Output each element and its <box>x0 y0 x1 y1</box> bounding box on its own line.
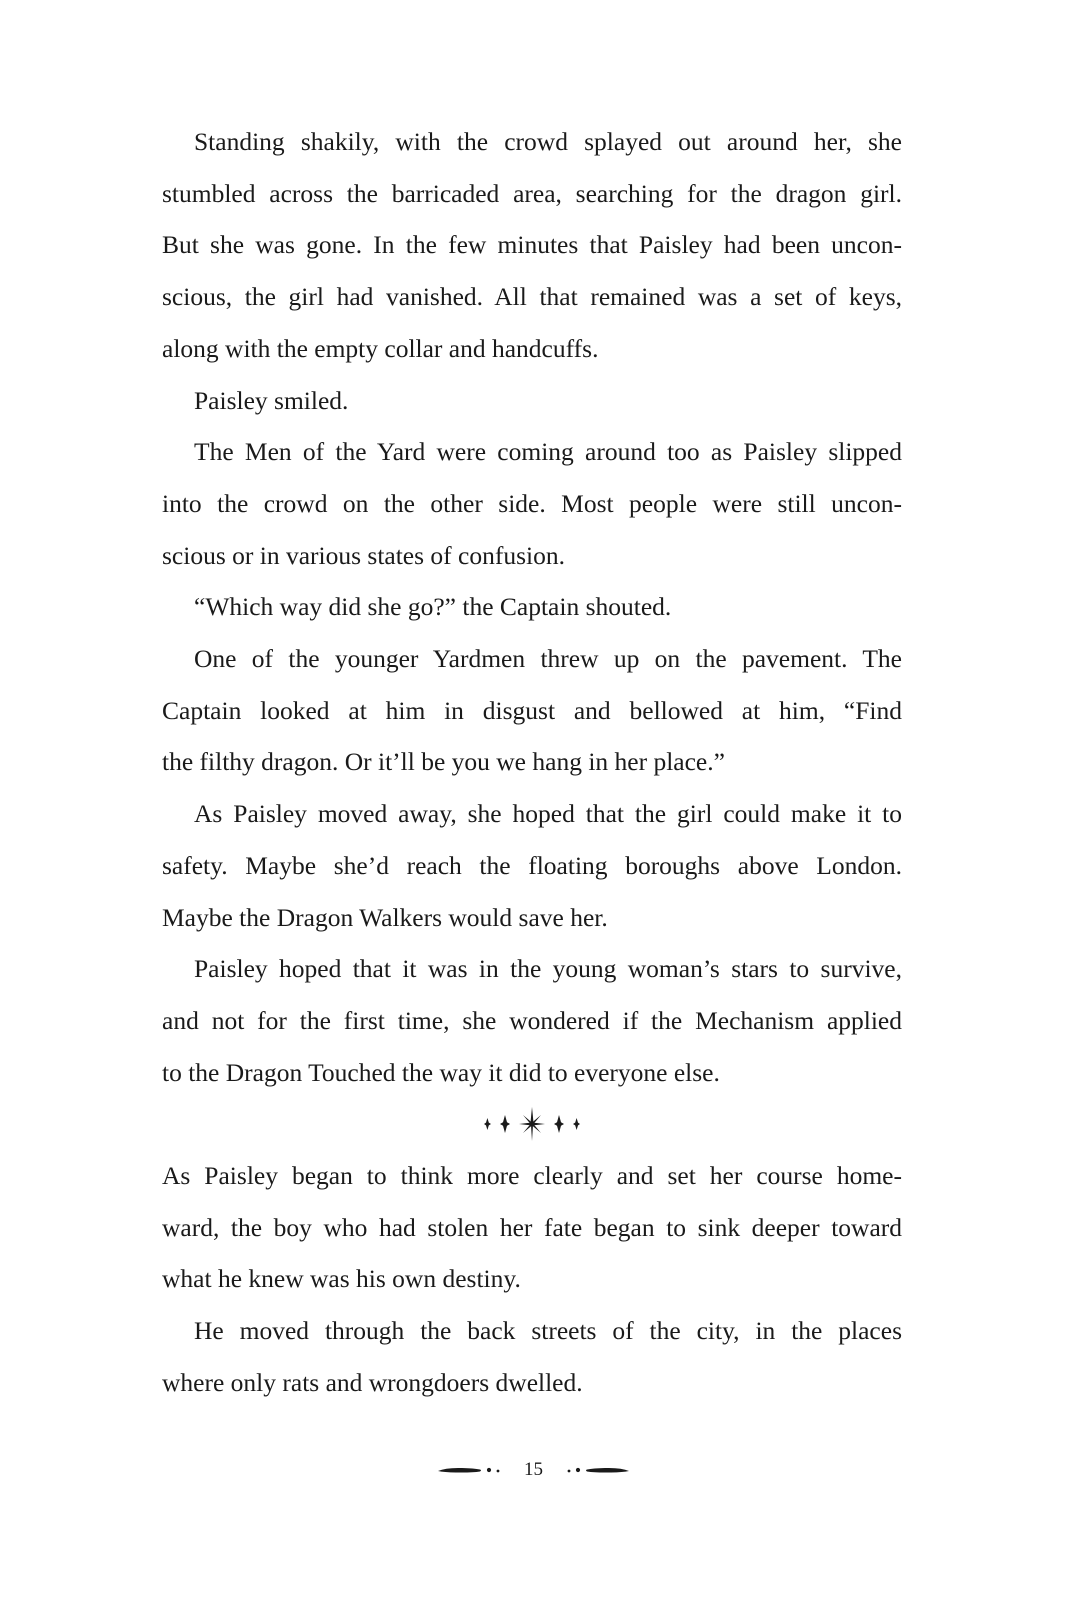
paragraph <box>162 116 902 375</box>
page-footer <box>0 1452 1067 1488</box>
text-line: One of the younger Yardmen threw up on the pavement. The <box>194 644 902 674</box>
paragraph <box>162 426 902 581</box>
text-line: As Paisley began to think more clearly and set her course home- <box>162 1161 902 1191</box>
paragraph <box>162 633 902 788</box>
text-line: where only rats and wrongdoers dwelled. <box>162 1367 583 1397</box>
text-line: safety. Maybe she’d reach the floating boroughs above London. <box>162 850 902 880</box>
right-flourish-icon <box>559 1463 631 1477</box>
paragraph <box>162 581 902 633</box>
text-line: along with the empty collar and handcuffs. <box>162 333 599 363</box>
text-line: into the crowd on the other side. Most people were still uncon- <box>162 488 902 518</box>
star-ornament-icon <box>476 1104 588 1144</box>
text-line: scious, the girl had vanished. All that remained was a set of keys, <box>162 282 902 312</box>
page-number: 15 <box>524 1459 543 1480</box>
text-line: He moved through the back streets of the city, in the places <box>194 1316 902 1346</box>
paragraph <box>162 1305 902 1408</box>
text-line: and not for the first time, she wondered if the Mechanism applied <box>162 1005 902 1035</box>
body-text <box>162 116 902 1409</box>
text-line: “Which way did she go?” the Captain shouted. <box>194 592 672 622</box>
text-line: to the Dragon Touched the way it did to everyone else. <box>162 1057 720 1087</box>
text-line: The Men of the Yard were coming around too as Paisley slipped <box>194 437 902 467</box>
text-line: scious or in various states of confusion. <box>162 540 565 570</box>
text-line: ward, the boy who had stolen her fate began to sink deeper toward <box>162 1212 902 1242</box>
paragraph <box>162 943 902 1098</box>
text-line: Paisley hoped that it was in the young woman’s stars to survive, <box>194 954 902 984</box>
text-line: Standing shakily, with the crowd splayed out around her, she <box>194 127 902 156</box>
text-line: As Paisley moved away, she hoped that the girl could make it to <box>194 799 902 829</box>
left-flourish-icon <box>436 1463 508 1477</box>
text-line: Paisley smiled. <box>194 385 349 415</box>
paragraph <box>162 375 902 427</box>
text-line: But she was gone. In the few minutes that Paisley had been uncon- <box>162 230 902 260</box>
text-line: Captain looked at him in disgust and bellowed at him, “Find <box>162 695 902 725</box>
text-line: stumbled across the barricaded area, searching for the dragon girl. <box>162 178 902 208</box>
text-line: Maybe the Dragon Walkers would save her. <box>162 902 608 932</box>
scene-break-ornament <box>162 1098 902 1150</box>
paragraph <box>162 788 902 943</box>
paragraph <box>162 1150 902 1305</box>
text-line: the filthy dragon. Or it’ll be you we hang in her place.” <box>162 747 725 777</box>
text-line: what he knew was his own destiny. <box>162 1264 521 1294</box>
